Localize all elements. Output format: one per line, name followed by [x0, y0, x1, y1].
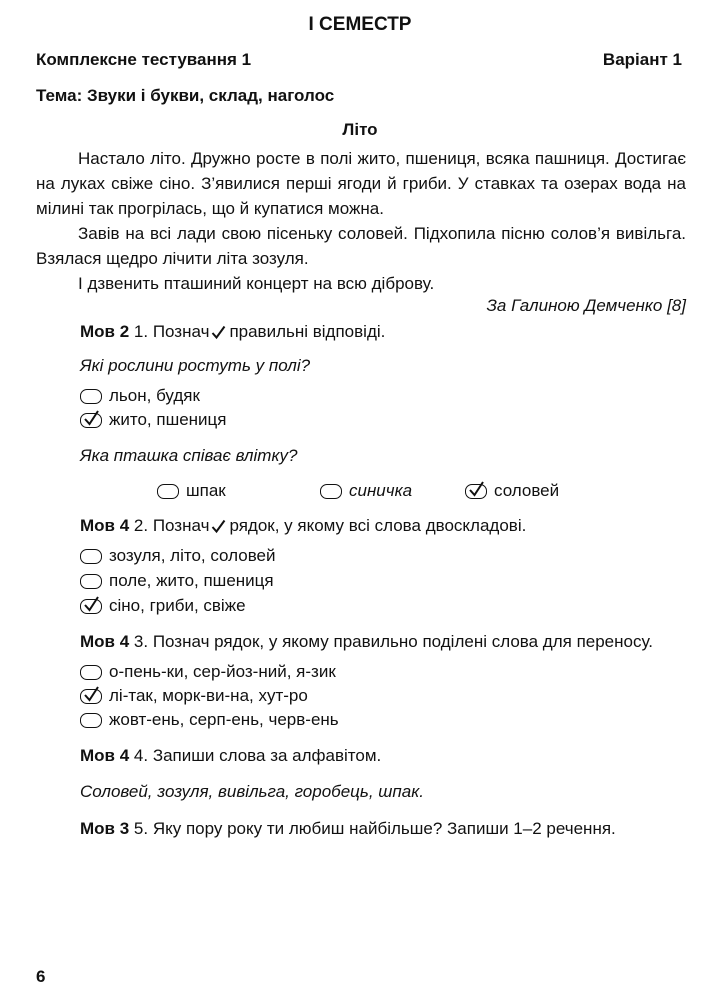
q5-text: 5. Яку пору року ти любиш найбільше? Запиши 1–2 речення. [133, 819, 616, 838]
checkbox-checked[interactable] [80, 413, 102, 428]
question-2 [80, 516, 526, 536]
q5-tag: Мов 3 [80, 819, 130, 838]
question-3 [80, 632, 653, 652]
checkmark-icon [467, 479, 485, 499]
checkbox[interactable] [80, 549, 102, 564]
checkmark-icon [211, 519, 226, 534]
question-4 [80, 746, 381, 766]
option-row[interactable] [80, 684, 308, 708]
checkbox[interactable] [80, 574, 102, 589]
topic-line: Тема: Звуки і букви, склад, наголос [36, 86, 335, 105]
option-label: жито, пшениця [109, 410, 227, 429]
question-1 [80, 322, 385, 342]
checkbox[interactable] [80, 389, 102, 404]
page-number: 6 [36, 967, 46, 986]
q1-tag: Мов 2 [80, 322, 130, 341]
option-label: зозуля, літо, соловей [109, 546, 276, 565]
option-label: о-пень-ки, сер-йоз-ний, я-зик [109, 662, 336, 681]
checkbox-checked[interactable] [465, 484, 487, 499]
question-5 [80, 819, 616, 839]
story-paragraph-1: Настало літо. Дружно росте в полі жито, пшениця, всяка пашниця. Достигає на луках свіже сіно. З’явилися перші ягоди й гриби. У ставках та озерах вода на мілині так прогрілась, що й купатися можна. [36, 149, 686, 218]
option-label: синичка [349, 481, 413, 500]
story-source: За Галиною Демченко [8] [486, 296, 686, 315]
checkmark-icon [82, 408, 100, 428]
checkbox[interactable] [80, 665, 102, 680]
option-label: шпак [186, 481, 226, 500]
option-row[interactable] [80, 408, 227, 432]
option-label: соловей [494, 481, 560, 500]
checkbox[interactable] [320, 484, 342, 499]
checkmark-icon [82, 594, 100, 614]
q4-words: Соловей, зозуля, вивільга, горобець, шпак. [80, 782, 424, 801]
q2-text-after: рядок, у якому всі слова двоскладові. [229, 516, 527, 535]
checkbox[interactable] [80, 713, 102, 728]
story-paragraph-3: І дзвенить пташиний концерт на всю діброву. [78, 274, 435, 293]
option-row[interactable] [80, 594, 246, 618]
q1-sub1-question: Які рослини ростуть у полі? [80, 356, 311, 375]
option-row[interactable] [465, 479, 559, 503]
checkbox-checked[interactable] [80, 689, 102, 704]
option-row[interactable] [80, 708, 339, 732]
q2-text-before: 2. Познач [133, 516, 210, 535]
checkmark-icon [82, 684, 100, 704]
option-row[interactable] [320, 479, 412, 503]
option-row[interactable] [80, 384, 200, 408]
option-row[interactable] [80, 544, 276, 568]
option-label: поле, жито, пшениця [109, 571, 274, 590]
semester-heading: І СЕМЕСТР [308, 14, 412, 35]
q4-text: 4. Запиши слова за алфавітом. [133, 746, 382, 765]
test-title: Комплексне тестування 1 [36, 50, 252, 69]
story-title: Літо [342, 120, 378, 139]
option-row[interactable] [80, 660, 336, 684]
q1-text-after: правильні відповіді. [229, 322, 386, 341]
q2-tag: Мов 4 [80, 516, 130, 535]
option-label: жовт-ень, серп-ень, черв-ень [109, 710, 339, 729]
q3-tag: Мов 4 [80, 632, 130, 651]
checkbox[interactable] [157, 484, 179, 499]
story-paragraph-2: Завів на всі лади свою пісеньку соловей. Підхопила пісню солов’я вивільга. Взялася щедро лічити літа зозуля. [36, 224, 686, 268]
option-row[interactable] [157, 479, 226, 503]
q3-text: 3. Познач рядок, у якому правильно поділені слова для переносу. [133, 632, 654, 651]
q1-text-before: 1. Познач [133, 322, 210, 341]
option-label: льон, будяк [109, 386, 200, 405]
q4-tag: Мов 4 [80, 746, 130, 765]
q1-sub2-question: Яка пташка співає влітку? [80, 446, 298, 465]
option-label: лі-так, морк-ви-на, хут-ро [109, 686, 308, 705]
checkmark-icon [211, 325, 226, 340]
variant-label: Варіант 1 [602, 50, 682, 69]
option-row[interactable] [80, 569, 274, 593]
option-label: сіно, гриби, свіже [109, 596, 246, 615]
checkbox-checked[interactable] [80, 599, 102, 614]
